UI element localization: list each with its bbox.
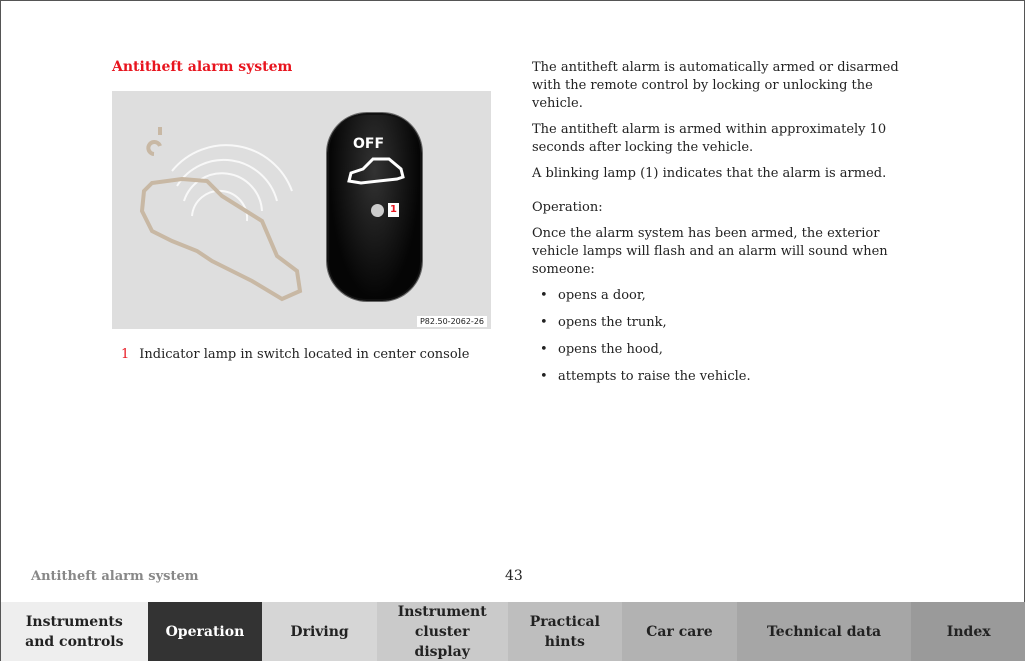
car-alarm-illustration-icon: [112, 91, 312, 329]
switch-off-label: OFF: [353, 136, 385, 152]
caption-number: 1: [121, 347, 130, 362]
figure-code: P82.50-2062-26: [417, 316, 487, 327]
tab-operation[interactable]: Operation: [148, 602, 263, 661]
tab-instruments-and-controls[interactable]: Instruments and controls: [1, 602, 148, 661]
footer-section-title: Antitheft alarm system: [31, 569, 199, 584]
alarm-switch: [327, 113, 422, 301]
tab-driving[interactable]: Driving: [262, 602, 377, 661]
paragraph: Once the alarm system has been armed, the exterior vehicle lamps will flash and an alarm will sound when someone:: [532, 226, 888, 277]
nav-tabs: [1, 602, 1025, 661]
paragraph: A blinking lamp (1) indicates that the alarm is armed.: [532, 166, 887, 181]
paragraph: The antitheft alarm is armed within approximately 10 seconds after locking the vehicle.: [532, 122, 887, 155]
figure-caption: [121, 347, 470, 362]
list-item: • attempts to raise the vehicle.: [532, 368, 922, 386]
list-item: • opens the trunk,: [532, 314, 922, 332]
paragraph: Operation:: [532, 200, 603, 215]
tab-instrument-cluster-display[interactable]: Instrument cluster display: [377, 602, 508, 661]
body-text: [532, 59, 922, 395]
list-item: • opens the hood,: [532, 341, 922, 359]
tab-car-care[interactable]: Car care: [622, 602, 737, 661]
indicator-lamp: [371, 204, 384, 217]
page-number: 43: [505, 568, 523, 584]
tab-index[interactable]: Index: [911, 602, 1025, 661]
paragraph: The antitheft alarm is automatically armed or disarmed with the remote control by locking or unlocking the vehicle.: [532, 60, 899, 111]
car-outline-icon: [341, 153, 411, 193]
tab-practical-hints[interactable]: Practical hints: [508, 602, 623, 661]
section-title: Antitheft alarm system: [112, 59, 293, 75]
list-item: • opens a door,: [532, 287, 922, 305]
callout-number: 1: [390, 204, 397, 215]
caption-text: Indicator lamp in switch located in center console: [139, 347, 470, 362]
bullet-list: [532, 287, 922, 386]
alarm-switch-figure: [112, 91, 491, 329]
tab-technical-data[interactable]: Technical data: [737, 602, 912, 661]
